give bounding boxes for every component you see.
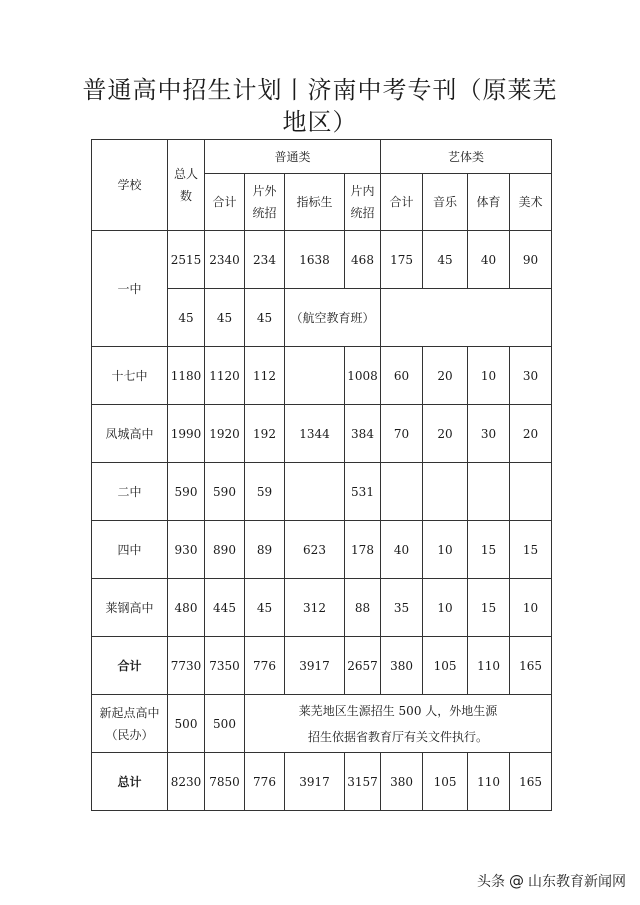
cell: 30	[510, 347, 552, 405]
cell: 3917	[285, 637, 345, 695]
header-art-sum: 合计	[381, 174, 423, 231]
cell: 20	[423, 347, 468, 405]
cell: 10	[468, 347, 510, 405]
cell: 480	[168, 579, 205, 637]
header-music: 音乐	[423, 174, 468, 231]
cell: 105	[423, 637, 468, 695]
at-icon: @	[509, 872, 524, 890]
title-line-1: 普通高中招生计划丨济南中考专刊（原莱芜	[82, 76, 558, 104]
cell: 623	[285, 521, 345, 579]
cell: 930	[168, 521, 205, 579]
cell: 2657	[345, 637, 381, 695]
cell: 15	[510, 521, 552, 579]
header-school: 学校	[92, 140, 168, 231]
cell	[510, 463, 552, 521]
header-quota: 指标生	[285, 174, 345, 231]
cell: 234	[245, 231, 285, 289]
school-name: 十七中	[92, 347, 168, 405]
cell	[423, 463, 468, 521]
header-inside-text: 片内统招	[350, 184, 375, 220]
header-regular: 普通类	[205, 140, 381, 174]
cell: 3157	[345, 753, 381, 811]
cell: 165	[510, 637, 552, 695]
cell: 30	[468, 405, 510, 463]
header-outside-text: 片外统招	[252, 184, 277, 220]
cell: 88	[345, 579, 381, 637]
total-row	[92, 753, 552, 811]
cell: 500	[205, 695, 245, 753]
cell: 500	[168, 695, 205, 753]
cell	[381, 463, 423, 521]
school-name	[92, 695, 168, 753]
cell: 165	[510, 753, 552, 811]
header-total-text: 总人数	[173, 167, 198, 203]
table-row	[92, 695, 552, 753]
subtotal-row	[92, 637, 552, 695]
cell-empty	[381, 289, 552, 347]
school-name: 莱钢高中	[92, 579, 168, 637]
cell: 3917	[285, 753, 345, 811]
cell: 175	[381, 231, 423, 289]
cell: 45	[423, 231, 468, 289]
cell: 445	[205, 579, 245, 637]
cell: 1120	[205, 347, 245, 405]
cell: 20	[510, 405, 552, 463]
cell: 35	[381, 579, 423, 637]
cell: 380	[381, 637, 423, 695]
cell: 45	[205, 289, 245, 347]
cell: 590	[205, 463, 245, 521]
cell: 384	[345, 405, 381, 463]
table-row	[92, 521, 552, 579]
cell: 2515	[168, 231, 205, 289]
note-line-1: 莱芜地区生源招生 500 人，外地生源	[298, 703, 498, 718]
total-label: 总计	[92, 753, 168, 811]
table-row	[92, 405, 552, 463]
header-sum: 合计	[205, 174, 245, 231]
cell: 1008	[345, 347, 381, 405]
table-row	[92, 463, 552, 521]
xinqidian-note	[245, 695, 552, 753]
title-line-2: 地区）	[282, 108, 358, 136]
cell: 59	[245, 463, 285, 521]
cell: 15	[468, 579, 510, 637]
cell: 10	[510, 579, 552, 637]
cell: 10	[423, 579, 468, 637]
cell: 20	[423, 405, 468, 463]
cell: 8230	[168, 753, 205, 811]
cell: 7350	[205, 637, 245, 695]
table-row	[92, 579, 552, 637]
cell: 890	[205, 521, 245, 579]
cell: 89	[245, 521, 285, 579]
cell: 1344	[285, 405, 345, 463]
cell: 7850	[205, 753, 245, 811]
cell: 10	[423, 521, 468, 579]
school-name-text: 新起点高中（民办）	[99, 705, 160, 742]
cell: 178	[345, 521, 381, 579]
cell: 40	[381, 521, 423, 579]
cell: 590	[168, 463, 205, 521]
cell: 40	[468, 231, 510, 289]
enrollment-plan-table	[91, 139, 552, 811]
header-art: 艺体类	[381, 140, 552, 174]
cell: 110	[468, 637, 510, 695]
cell	[285, 463, 345, 521]
watermark-name: 山东教育新闻网	[528, 874, 626, 890]
cell: 105	[423, 753, 468, 811]
cell: 90	[510, 231, 552, 289]
cell: 1920	[205, 405, 245, 463]
table-row	[92, 347, 552, 405]
cell: 15	[468, 521, 510, 579]
header-row-1	[92, 140, 552, 174]
cell: 312	[285, 579, 345, 637]
cell: 70	[381, 405, 423, 463]
cell: 1638	[285, 231, 345, 289]
cell: 45	[245, 289, 285, 347]
cell: 1180	[168, 347, 205, 405]
note-line-2: 招生依据省教育厅有关文件执行。	[308, 729, 489, 744]
cell: 1990	[168, 405, 205, 463]
cell: 7730	[168, 637, 205, 695]
cell	[468, 463, 510, 521]
source-watermark	[477, 871, 626, 891]
cell: 468	[345, 231, 381, 289]
cell: 380	[381, 753, 423, 811]
cell: 776	[245, 753, 285, 811]
cell: 45	[168, 289, 205, 347]
school-name: 凤城高中	[92, 405, 168, 463]
header-total	[168, 140, 205, 231]
cell: 192	[245, 405, 285, 463]
header-inside	[345, 174, 381, 231]
school-name: 二中	[92, 463, 168, 521]
cell: 776	[245, 637, 285, 695]
cell: 45	[245, 579, 285, 637]
cell: 60	[381, 347, 423, 405]
cell	[285, 347, 345, 405]
school-name: 一中	[92, 231, 168, 347]
page-title	[0, 74, 640, 138]
cell: 112	[245, 347, 285, 405]
cell: 2340	[205, 231, 245, 289]
cell: 110	[468, 753, 510, 811]
header-pe: 体育	[468, 174, 510, 231]
cell: 531	[345, 463, 381, 521]
subtotal-label: 合计	[92, 637, 168, 695]
school-name: 四中	[92, 521, 168, 579]
header-fineart: 美术	[510, 174, 552, 231]
table-row	[92, 231, 552, 289]
watermark-prefix: 头条	[477, 874, 505, 890]
header-outside	[245, 174, 285, 231]
aviation-class-note: （航空教育班）	[285, 289, 381, 347]
